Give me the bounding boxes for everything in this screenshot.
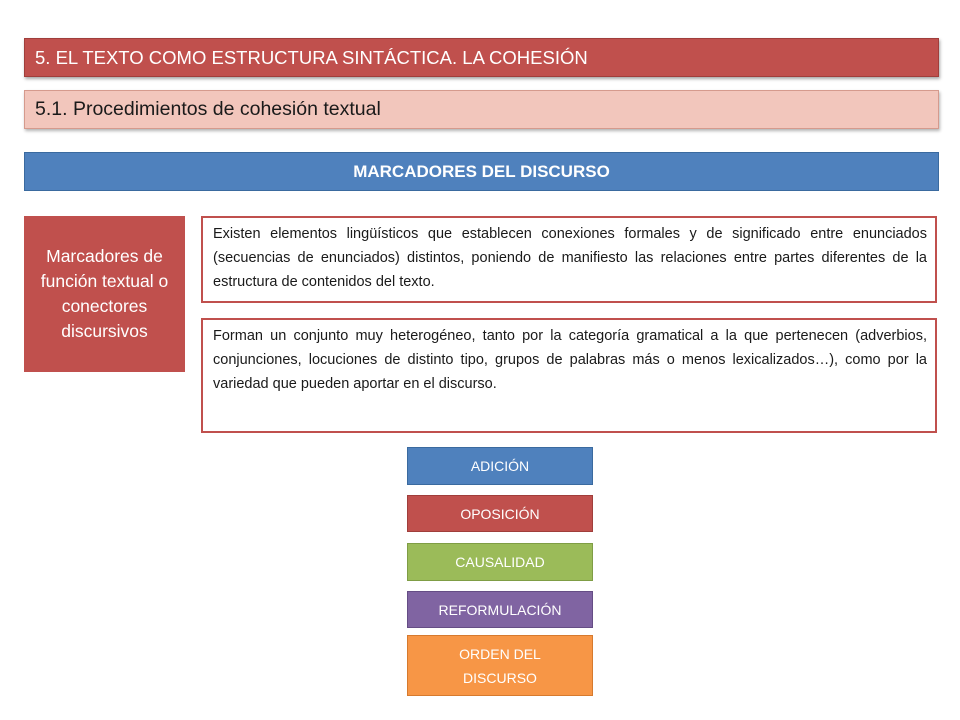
category-causalidad xyxy=(407,543,593,581)
definition-paragraph: Existen elementos lingüísticos que establecen conexiones formales y de significado entre enunciados (secuencias de enunciados) distintos, poniendo de manifiesto las relaciones entre partes diferentes de la estructura de contenidos del texto. xyxy=(201,216,937,303)
category-oposicion xyxy=(407,495,593,532)
side-label-box xyxy=(24,216,185,372)
category-label: ORDEN DEL DISCURSO xyxy=(459,645,541,686)
category-label: OPOSICIÓN xyxy=(460,505,540,522)
category-label: ADICIÓN xyxy=(470,458,530,474)
slide-title: 5. EL TEXTO COMO ESTRUCTURA SINTÁCTICA. LA COHESIÓN xyxy=(24,38,939,77)
section-header: MARCADORES DEL DISCURSO xyxy=(24,152,939,191)
slide-subtitle: 5.1. Procedimientos de cohesión textual xyxy=(24,90,939,129)
category-reformulacion xyxy=(407,591,593,628)
category-label: CAUSALIDAD xyxy=(455,554,545,570)
category-label: REFORMULACIÓN xyxy=(438,601,562,618)
side-label: Marcadores de función textual o conectores discursivos xyxy=(40,246,169,341)
category-orden-del-discurso xyxy=(407,635,593,696)
category-adicion xyxy=(407,447,593,485)
heterogeneity-paragraph: Forman un conjunto muy heterogéneo, tanto por la categoría gramatical a la que pertenecen (adverbios, conjunciones, locuciones de distinto tipo, grupos de palabras más o menos lexicalizados…), como por la variedad que pueden aportar en el discurso. xyxy=(201,318,937,433)
